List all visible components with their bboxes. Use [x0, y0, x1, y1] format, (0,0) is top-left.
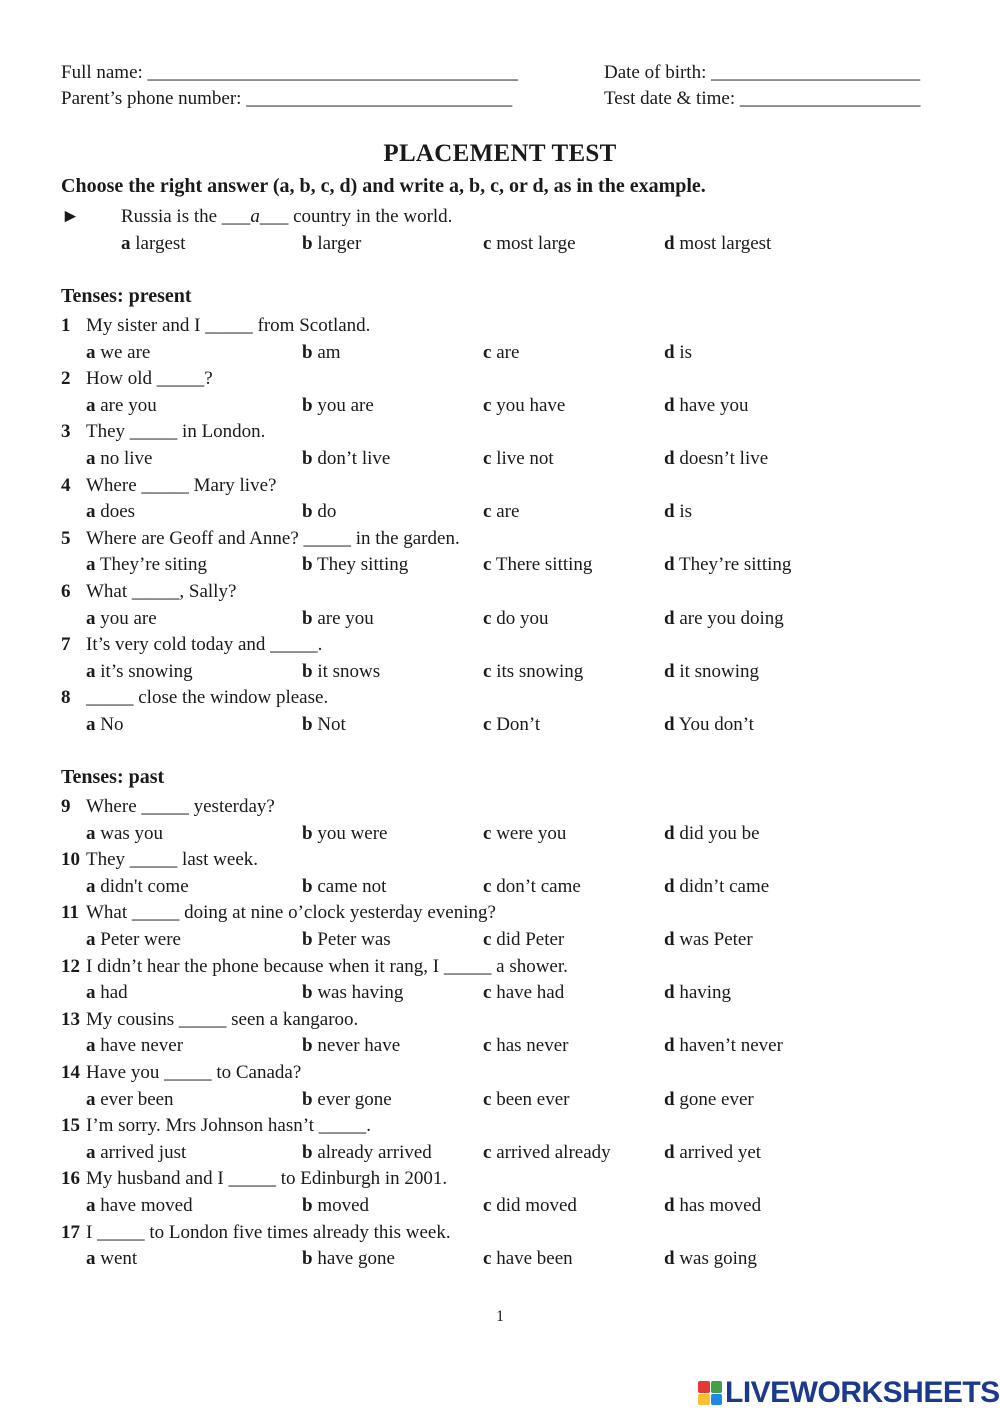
answer-options — [0, 498, 1000, 525]
option-b: b was having — [302, 982, 404, 1004]
option-a: a arrived just — [86, 1141, 187, 1163]
option-b: b came not — [302, 875, 387, 897]
logo-icon — [698, 1381, 722, 1405]
question-number: 2 — [61, 368, 71, 390]
option-b: b Not — [302, 714, 346, 735]
example-option-b: b larger — [302, 233, 362, 254]
example-text-before: Russia is the ___ — [121, 206, 251, 227]
question-number: 4 — [61, 474, 71, 496]
option-b: b it snows — [302, 660, 381, 682]
option-c: c were you — [483, 822, 567, 844]
option-b: b do — [302, 501, 337, 523]
option-a: a Peter were — [86, 929, 181, 950]
question-11 — [61, 899, 496, 926]
option-d: d having — [664, 982, 732, 1004]
option-c: c did Peter — [483, 929, 565, 950]
answer-options — [0, 392, 1000, 419]
test-date-field: Test date & time: ___________________ — [604, 88, 921, 109]
question-10 — [61, 846, 258, 873]
question-1 — [61, 312, 370, 339]
answer-options — [0, 1245, 1000, 1272]
option-d: d arrived yet — [664, 1141, 762, 1163]
page-number: 1 — [496, 1308, 504, 1325]
option-c: c did moved — [483, 1195, 577, 1216]
logo-text: LIVEWORKSHEETS — [725, 1376, 1000, 1409]
option-c: c There sitting — [483, 554, 593, 576]
answer-options — [0, 339, 1000, 366]
option-b: b Peter was — [302, 929, 391, 950]
answer-options — [0, 658, 1000, 685]
example-option-c: c most large — [483, 233, 576, 254]
option-c: c Don’t — [483, 714, 541, 735]
question-17 — [61, 1219, 451, 1246]
arrow-icon: ► — [61, 206, 80, 227]
question-text: My husband and I _____ to Edinburgh in 2001. — [86, 1168, 448, 1190]
answer-options — [0, 1192, 1000, 1219]
date-of-birth-field: Date of birth: ______________________ — [604, 62, 921, 83]
question-text: How old _____? — [86, 368, 213, 390]
question-number: 11 — [61, 902, 79, 924]
question-6 — [61, 578, 236, 605]
section-heading: Tenses: present — [61, 285, 192, 307]
answer-options — [0, 873, 1000, 900]
option-d: d was going — [664, 1248, 757, 1270]
option-c: c you have — [483, 394, 566, 416]
question-number: 14 — [61, 1062, 80, 1083]
answer-options — [0, 1139, 1000, 1166]
option-a: a ever been — [86, 1088, 174, 1110]
option-a: a have moved — [86, 1195, 193, 1216]
option-a: a no live — [86, 448, 153, 469]
answer-options — [0, 551, 1000, 578]
option-c: c are — [483, 341, 520, 363]
question-text: What _____ doing at nine o’clock yesterday evening? — [86, 902, 496, 924]
option-a: a you are — [86, 607, 157, 629]
option-c: c its snowing — [483, 660, 584, 682]
option-d: d is — [664, 341, 693, 363]
option-b: b am — [302, 341, 341, 363]
option-c: c live not — [483, 448, 554, 469]
question-4 — [61, 472, 276, 499]
option-c: c don’t came — [483, 875, 581, 897]
answer-options — [0, 979, 1000, 1006]
logo-square — [698, 1381, 710, 1393]
question-text: Where _____ Mary live? — [86, 474, 277, 496]
example-text-after: ___ country in the world. — [259, 206, 453, 227]
question-text: What _____, Sally? — [86, 581, 237, 602]
option-b: b have gone — [302, 1248, 395, 1270]
question-number: 17 — [61, 1221, 80, 1243]
answer-options — [0, 445, 1000, 472]
option-d: d did you be — [664, 822, 760, 844]
option-a: a we are — [86, 341, 151, 363]
option-d: d it snowing — [664, 660, 760, 682]
question-number: 8 — [61, 687, 71, 709]
question-number: 15 — [61, 1115, 80, 1137]
question-number: 13 — [61, 1008, 80, 1030]
option-b: b are you — [302, 607, 374, 629]
question-9 — [61, 793, 275, 820]
option-d: d has moved — [664, 1195, 762, 1216]
answer-options — [0, 711, 1000, 738]
option-a: a are you — [86, 394, 157, 416]
question-number: 6 — [61, 581, 71, 602]
option-a: a it’s snowing — [86, 660, 193, 682]
question-text: It’s very cold today and _____. — [86, 634, 323, 656]
option-b: b moved — [302, 1195, 370, 1216]
option-a: a have never — [86, 1035, 184, 1057]
question-text: Where _____ yesterday? — [86, 796, 275, 817]
question-number: 9 — [61, 796, 71, 817]
question-7 — [61, 631, 322, 658]
example-question — [61, 203, 452, 230]
option-d: d are you doing — [664, 607, 784, 629]
page-title: PLACEMENT TEST — [383, 140, 617, 167]
question-text: My cousins _____ seen a kangaroo. — [86, 1008, 359, 1030]
logo-square — [711, 1394, 723, 1406]
question-number: 7 — [61, 634, 71, 656]
question-text: Have you _____ to Canada? — [86, 1062, 302, 1083]
option-c: c have had — [483, 982, 565, 1004]
option-d: d You don’t — [664, 714, 754, 735]
question-2 — [61, 365, 213, 392]
option-b: b never have — [302, 1035, 401, 1057]
question-8 — [61, 684, 328, 711]
option-a: a was you — [86, 822, 164, 844]
question-text: I’m sorry. Mrs Johnson hasn’t _____. — [86, 1115, 371, 1137]
question-13 — [61, 1006, 358, 1033]
option-d: d didn’t came — [664, 875, 770, 897]
option-c: c do you — [483, 607, 549, 629]
answer-options — [0, 1032, 1000, 1059]
liveworksheets-logo — [698, 1376, 1000, 1410]
option-b: b ever gone — [302, 1088, 392, 1110]
question-text: They _____ in London. — [86, 421, 266, 443]
question-number: 10 — [61, 849, 80, 871]
question-text: I _____ to London five times already this week. — [86, 1221, 451, 1243]
logo-square — [711, 1381, 723, 1393]
option-d: d doesn’t live — [664, 448, 769, 469]
answer-options — [0, 926, 1000, 953]
example-answer: a — [250, 206, 260, 227]
answer-options — [0, 605, 1000, 632]
option-c: c have been — [483, 1248, 573, 1270]
question-number: 3 — [61, 421, 71, 443]
question-12 — [61, 953, 568, 980]
option-d: d They’re sitting — [664, 554, 792, 576]
option-d: d haven’t never — [664, 1035, 783, 1057]
question-number: 16 — [61, 1168, 80, 1190]
full-name-field: Full name: _______________________________________ — [61, 62, 519, 83]
section-heading: Tenses: past — [61, 766, 165, 788]
option-a: a They’re siting — [86, 554, 208, 576]
logo-square — [698, 1394, 710, 1406]
question-text: Where are Geoff and Anne? _____ in the garden. — [86, 527, 460, 549]
answer-options — [0, 1086, 1000, 1113]
question-16 — [61, 1165, 447, 1192]
example-option-a: a largest — [121, 233, 186, 254]
option-a: a went — [86, 1248, 138, 1270]
question-number: 12 — [61, 955, 80, 977]
option-b: b already arrived — [302, 1141, 432, 1163]
option-a: a had — [86, 982, 128, 1004]
example-options — [0, 230, 1000, 257]
question-number: 5 — [61, 527, 71, 549]
question-3 — [61, 418, 265, 445]
instruction: Choose the right answer (a, b, c, d) and write a, b, c, or d, as in the example. — [61, 175, 706, 197]
answer-options — [0, 820, 1000, 847]
question-15 — [61, 1112, 371, 1139]
option-b: b you are — [302, 394, 374, 416]
option-c: c arrived already — [483, 1141, 611, 1163]
question-text: My sister and I _____ from Scotland. — [86, 315, 371, 336]
question-14 — [61, 1059, 301, 1086]
option-d: d is — [664, 501, 693, 523]
option-d: d gone ever — [664, 1088, 754, 1110]
parent-phone-field: Parent’s phone number: ____________________________ — [61, 88, 513, 109]
option-d: d have you — [664, 394, 749, 416]
option-d: d was Peter — [664, 929, 753, 950]
option-a: a does — [86, 501, 136, 523]
example-option-d: d most largest — [664, 233, 772, 254]
option-b: b don’t live — [302, 448, 391, 469]
option-a: a didn't come — [86, 875, 189, 897]
question-text: They _____ last week. — [86, 849, 259, 871]
question-number: 1 — [61, 315, 71, 336]
option-c: c has never — [483, 1035, 569, 1057]
question-5 — [61, 525, 460, 552]
option-a: a No — [86, 714, 124, 735]
option-c: c are — [483, 501, 520, 523]
question-text: I didn’t hear the phone because when it rang, I _____ a shower. — [86, 955, 568, 977]
option-c: c been ever — [483, 1088, 570, 1110]
question-text: _____ close the window please. — [86, 687, 329, 709]
option-b: b They sitting — [302, 554, 409, 576]
option-b: b you were — [302, 822, 388, 844]
